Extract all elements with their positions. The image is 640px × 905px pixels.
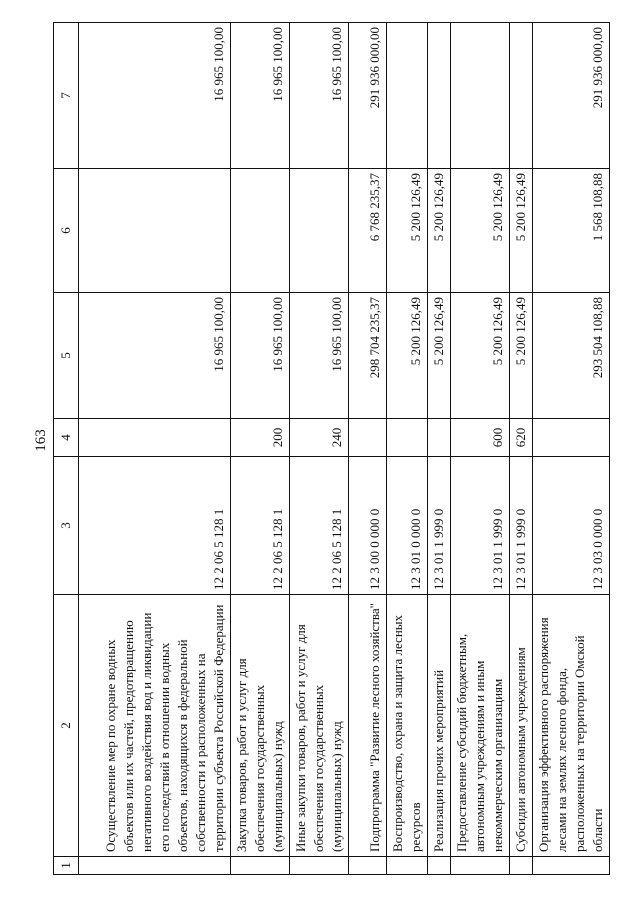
table-row (387, 23, 428, 875)
row-name: Организация эффективного распоряжения лесами на землях лесного фонда, расположенных на территории Омской области (533, 595, 610, 857)
column-header: 1 (54, 857, 79, 875)
row-name: Осуществление мер по охране водных объектов или их частей, предотвращению негативного воздействия вод и ликвидации его последствий в отношении водных объектов, находящихся в федеральной собственности и расположенных на территории субъекта Российской Федерации (79, 595, 231, 857)
amount-col6: 1 568 108,88 (533, 169, 610, 293)
amount-col7: 16 965 100,00 (79, 23, 231, 169)
row-index-cell (349, 857, 387, 875)
amount-col7: 291 936 000,00 (349, 23, 387, 169)
expense-type: 200 (231, 419, 290, 457)
amount-col5: 298 704 235,37 (349, 293, 387, 419)
amount-col6: 5 200 126,49 (428, 169, 451, 293)
table-row (428, 23, 451, 875)
amount-col7 (428, 23, 451, 169)
row-index-cell (510, 857, 533, 875)
row-name: Предоставление субсидий бюджетным, автономным учреждениям и иным некоммерческим организациям (451, 595, 510, 857)
rotated-page (53, 23, 605, 875)
amount-col7 (451, 23, 510, 169)
amount-col7: 291 936 000,00 (533, 23, 610, 169)
amount-col6 (79, 169, 231, 293)
row-index-cell (290, 857, 349, 875)
amount-col5: 16 965 100,00 (79, 293, 231, 419)
expense-type (349, 419, 387, 457)
row-name: Закупка товаров, работ и услуг для обеспечения государственных (муниципальных) нужд (231, 595, 290, 857)
table-row (290, 23, 349, 875)
expense-type: 600 (451, 419, 510, 457)
row-index-cell (231, 857, 290, 875)
target-code: 12 3 00 0 000 0 (349, 457, 387, 595)
table-row (533, 23, 610, 875)
amount-col5: 5 200 126,49 (510, 293, 533, 419)
target-code: 12 3 01 0 000 0 (387, 457, 428, 595)
row-name: Подпрограмма "Развитие лесного хозяйства" (349, 595, 387, 857)
row-name: Воспроизводство, охрана и защита лесных ресурсов (387, 595, 428, 857)
row-name: Субсидии автономным учреждениям (510, 595, 533, 857)
expense-type (428, 419, 451, 457)
amount-col7 (387, 23, 428, 169)
row-name: Иные закупки товаров, работ и услуг для обеспечения государственных (муниципальных) нужд (290, 595, 349, 857)
column-header: 3 (54, 457, 79, 595)
table-row (79, 23, 231, 875)
expense-type: 620 (510, 419, 533, 457)
target-code: 12 3 01 1 999 0 (451, 457, 510, 595)
column-header: 7 (54, 23, 79, 169)
target-code: 12 3 01 1 999 0 (428, 457, 451, 595)
amount-col6: 6 768 235,37 (349, 169, 387, 293)
target-code: 12 3 01 1 999 0 (510, 457, 533, 595)
amount-col5: 5 200 126,49 (451, 293, 510, 419)
target-code: 12 3 03 0 000 0 (533, 457, 610, 595)
amount-col6 (231, 169, 290, 293)
amount-col6: 5 200 126,49 (510, 169, 533, 293)
row-index-cell (451, 857, 510, 875)
amount-col6: 5 200 126,49 (387, 169, 428, 293)
expense-type (79, 419, 231, 457)
column-header: 5 (54, 293, 79, 419)
target-code: 12 2 06 5 128 1 (231, 457, 290, 595)
table-row (349, 23, 387, 875)
table-row (231, 23, 290, 875)
row-index-cell (79, 857, 231, 875)
column-header: 6 (54, 169, 79, 293)
expense-type: 240 (290, 419, 349, 457)
amount-col7 (510, 23, 533, 169)
row-index-cell (387, 857, 428, 875)
amount-col7: 16 965 100,00 (231, 23, 290, 169)
amount-col5: 5 200 126,49 (387, 293, 428, 419)
amount-col5: 16 965 100,00 (290, 293, 349, 419)
target-code: 12 2 06 5 128 1 (290, 457, 349, 595)
page-number: 163 (32, 429, 49, 452)
amount-col7: 16 965 100,00 (290, 23, 349, 169)
expense-type (387, 419, 428, 457)
table-row (510, 23, 533, 875)
target-code: 12 2 06 5 128 1 (79, 457, 231, 595)
column-header: 4 (54, 419, 79, 457)
table-header-row (54, 23, 79, 875)
column-header: 2 (54, 595, 79, 857)
row-name: Реализация прочих мероприятий (428, 595, 451, 857)
amount-col6 (290, 169, 349, 293)
expense-type (533, 419, 610, 457)
row-index-cell (428, 857, 451, 875)
budget-table (53, 22, 610, 875)
amount-col6: 5 200 126,49 (451, 169, 510, 293)
row-index-cell (533, 857, 610, 875)
amount-col5: 293 504 108,88 (533, 293, 610, 419)
table-row (451, 23, 510, 875)
amount-col5: 16 965 100,00 (231, 293, 290, 419)
amount-col5: 5 200 126,49 (428, 293, 451, 419)
